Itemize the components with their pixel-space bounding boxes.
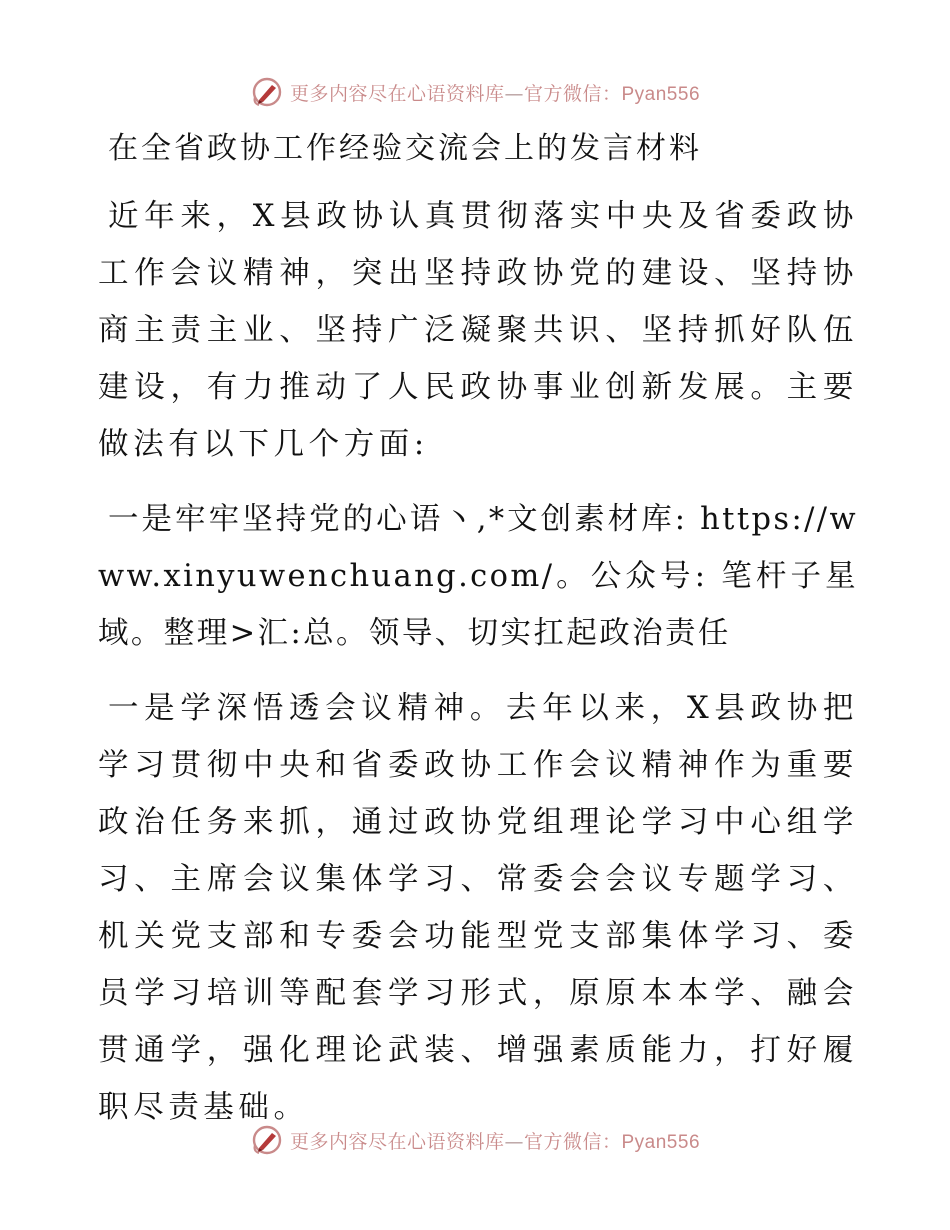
watermark-separator: — [504, 1130, 524, 1153]
watermark-handle: Pyan556 [621, 1131, 701, 1153]
paragraph-intro: 近年来，X县政协认真贯彻落实中央及省委政协工作会议精神，突出坚持政协党的建设、坚持协商主责主业、坚持广泛凝聚共识、坚持抓好队伍建设，有力推动了人民政协事业创新发展。主要做法有以下几个方面: [98, 199, 858, 462]
watermark-slogan: 更多内容尽在心语资料库 [289, 82, 505, 105]
watermark-label: 官方微信： [523, 82, 622, 105]
document-title: 在全省政协工作经验交流会上的发言材料 [108, 131, 702, 166]
watermark-handle: Pyan556 [621, 83, 701, 105]
watermark-label: 官方微信： [523, 1130, 622, 1153]
watermark-slogan: 更多内容尽在心语资料库 [289, 1130, 505, 1153]
watermark-banner-top [0, 72, 950, 112]
paragraph-party-leadership: 一是牢牢坚持党的心语丶,*文创素材库: https://www.xinyuwenchuang.com/。公众号: 笔杆子星域。整理>汇:总。领导、切实扛起政治责任 [98, 502, 858, 651]
watermark-banner-bottom [0, 1120, 950, 1160]
document-body [98, 124, 858, 1154]
watermark-text [290, 1127, 700, 1154]
pen-logo-icon [250, 1123, 284, 1157]
pen-logo-icon [250, 75, 284, 109]
watermark-separator: — [504, 82, 524, 105]
paragraph-study-spirit: 一是学深悟透会议精神。去年以来，X县政协把学习贯彻中央和省委政协工作会议精神作为重要政治任务来抓，通过政协党组理论学习中心组学习、主席会议集体学习、常委会会议专题学习、机关党支部和专委会功能型党支部集体学习、委员学习培训等配套学习形式，原原本本学、融会贯通学，强化理论武装、增强素质能力，打好履职尽责基础。 [98, 691, 858, 1125]
watermark-text [290, 79, 700, 106]
